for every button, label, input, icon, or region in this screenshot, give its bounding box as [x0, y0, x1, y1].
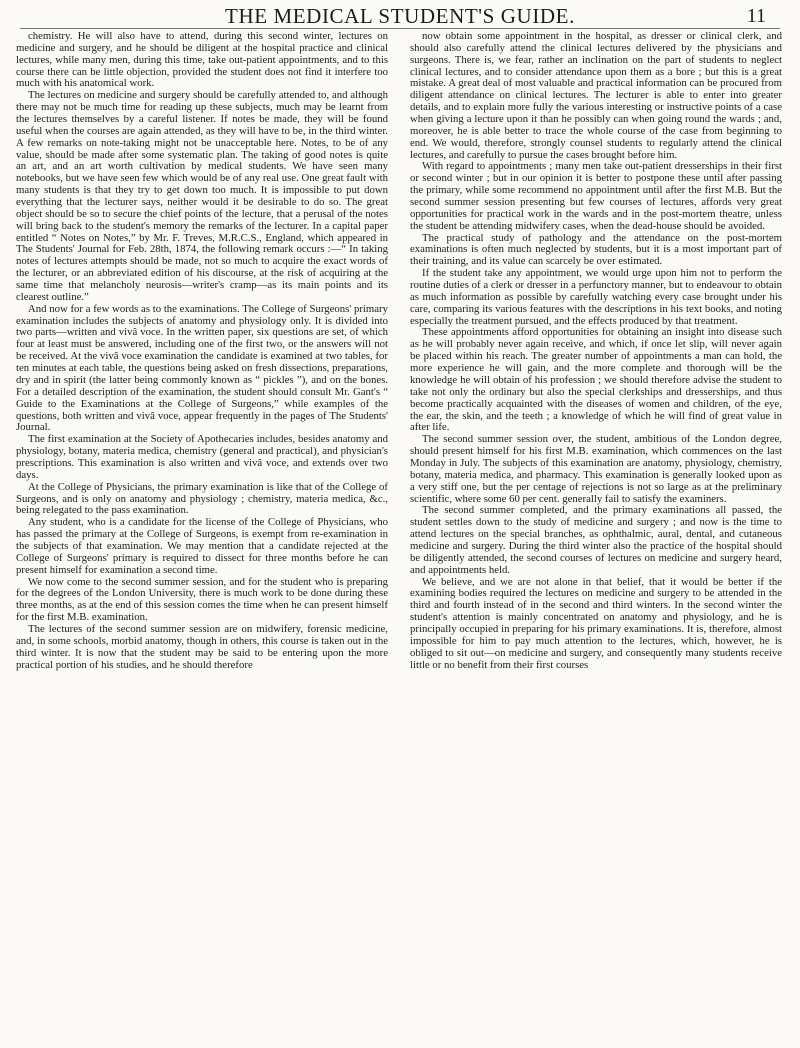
left-column	[16, 31, 388, 1041]
paragraph: With regard to appointments ; many men take out-patient dresserships in their first or second winter ; but in our opinion it is better to postpone these until after passing the primary, while some recommend no appointment until after the first M.B. But the second summer session presenting but few courses of lectures, affords very great opportunities for practical work in the wards and in the post-mortem theatre, unless the student be attending midwifery cases, when the dead-house should be avoided.	[410, 160, 782, 232]
paragraph: These appointments afford opportunities for obtaining an insight into disease such as he will probably never again receive, and which, if once let slip, will never again be placed within his reach. The greater number of appointments a man can hold, the more experience he will gain, and the more complete and thorough will be the knowledge he will obtain of his profession ; we should therefore advise the student to take not only the ordinary but also the special clerkships and dresserships, and thus become practically acquainted with the diseases of women and children, of the eye, the ear, the skin, and the teeth ; a knowledge of which he will find of great value in after life.	[410, 326, 782, 434]
paragraph: At the College of Physicians, the primary examination is like that of the College of Surgeons, and is only on anatomy and physiology ; chemistry, materia medica, &c., being relegated to the pass examination.	[16, 480, 388, 517]
paragraph: We believe, and we are not alone in that belief, that it would be better if the examining bodies required the lectures on medicine and surgery to be attended in the third and fourth instead of in the second and third winters. In the second winter the student's attention is mainly concentrated on anatomy and physiology, and he is principally occupied in preparing for his primary examinations. It is, therefore, almost impossible for him to pay much attention to the lectures, which, however, he is obliged to sit out—on medicine and surgery, and consequently many students receive little or no benefit from their first courses	[410, 575, 782, 671]
paragraph: The second summer completed, and the primary examinations all passed, the student settles down to the study of medicine and surgery ; and now is the time to attend lectures on the special branches, as ophthalmic, aural, dental, and cutaneous medicine and surgery. During the third winter also the practice of the hospital should be diligently attended, the second courses of lectures on medicine and surgery heard, and appointments held.	[410, 504, 782, 576]
page-number: 11	[746, 5, 766, 27]
running-title: THE MEDICAL STUDENT'S GUIDE.	[225, 4, 575, 28]
paragraph: chemistry. He will also have to attend, during this second winter, lectures on medicine and surgery, and he should be diligent at the hospital practice and clinical lectures, while many men, during this time, take out-patient appointments, and to this course there can be little objection, provided the student does not find it interfere too much with his anatomical work.	[16, 31, 388, 90]
header-rule	[20, 28, 780, 29]
paragraph: Any student, who is a candidate for the license of the College of Physicians, who has passed the primary at the College of Surgeons, is exempt from re-examination in the subjects of that examination. We may mention that a candidate rejected at the College of Surgeons' primary is required to dissect for three months before he can present himself for examination a second time.	[16, 516, 388, 576]
paragraph: The lectures on medicine and surgery should be carefully attended to, and although there may not be much time for reading up these subjects, much may be learnt from the lectures themselves by a careful listener. If notes be made, they will be found useful when the courses are again attended, as they will have to be, in the third winter. A few remarks on note-taking might not be unacceptable here. Notes, to be of any value, should be made after some systematic plan. The taking of good notes is quite an art, and an art worth cultivation by medical students. We have seen many notebooks, but we have seen few which would be of any real use. One great fault with many students is that they try to get down too much. It is impossible to put down everything that the lecturer says, neither would it be desirable to do so. The great object should be so to secure the chief points of the lecture, that a perusal of the notes will bring back to the student's memory the remarks of the lecturer. In a capital paper entitled “ Notes on Notes,” by Mr. F. Treves, M.R.C.S., England, which appeared in The Students' Journal for Feb. 28th, 1874, the following remark occurs :—“ In taking notes of lectures attempts should be made, not so much to acquire the exact words of the lecturer, or an abbreviated edition of his discourse, at the risk of acquiring at the same time that melancholy neurosis—writer's cramp—as its main points and its clearest outline.”	[16, 89, 388, 303]
paragraph: If the student take any appointment, we would urge upon him not to perform the routine duties of a clerk or dresser in a perfunctory manner, but to endeavour to obtain as much information as possible by carefully watching every case brought under his care, comparing its various features with the descriptions in his text books, and noting especially the treatment pursued, and the effects produced by that treatment.	[410, 267, 782, 327]
paragraph: The practical study of pathology and the attendance on the post-mortem examinations is often much neglected by students, but it is a most important part of their training, and its value can scarcely be over estimated.	[410, 231, 782, 268]
paragraph: The first examination at the Society of Apothecaries includes, besides anatomy and physiology, botany, materia medica, chemistry (general and practical), and physician's prescriptions. This examination is also written and vivâ voce, and extends over two days.	[16, 433, 388, 481]
paragraph: The lectures of the second summer session are on midwifery, forensic medicine, and, in some schools, morbid anatomy, though in others, this course is taken out in the third winter. It is now that the student may be said to be entering upon the more practical portion of his studies, and he should therefore	[16, 622, 388, 671]
right-column	[410, 31, 782, 1041]
paragraph: We now come to the second summer session, and for the student who is preparing for the degrees of the London University, there is much work to be done during these three months, as at the end of this session comes the time when he can present himself for the first M.B. examination.	[16, 575, 388, 624]
paragraph: now obtain some appointment in the hospital, as dresser or clinical clerk, and should also carefully attend the clinical lectures delivered by the physicians and surgeons. There is, we fear, rather an inclination on the part of students to neglect clinical lectures, and to consider attendance upon them as a bore ; but this is a great mistake. A great deal of most valuable and practical information can be procured from diligent attendance on clinical lectures. The lecturer is able to enter into greater details, and to explain more fully the various interesting or instructive points of a case when giving a lecture upon it than he possibly can when going round the wards ; and, moreover, he is able better to trace the whole course of the case from beginning to end. We would, therefore, strongly counsel students to regularly attend the clinical lectures, and carefully to pursue the cases brought before him.	[410, 31, 782, 161]
running-header	[20, 4, 780, 30]
paragraph: The second summer session over, the student, ambitious of the London degree, should present himself for his first M.B. examination, which commences on the last Monday in July. The subjects of this examination are anatomy, physiology, chemistry, botany, materia medica, and pharmacy. This examination is generally looked upon as a very stiff one, but the per centage of rejections is not so large as at the preliminary scientific, where some 60 per cent. generally fail to satisfy the examiners.	[410, 433, 782, 505]
paragraph: And now for a few words as to the examinations. The College of Surgeons' primary examination includes the subjects of anatomy and physiology only. It is divided into two parts—written and vivâ voce. In the written paper, six questions are set, of which four at least must be answered, including one of the first two, or the answers will not be received. At the vivâ voce examination the candidate is examined at two tables, for ten minutes at each table, the questions being asked on fresh dissections, preparations, dry and in spirit (the latter being commonly known as “ pickles ”), and on the bones. For a detailed description of the examination, the student should consult Mr. Gant's “ Guide to the Examinations at the College of Surgeons,” while examples of the questions, both written and vivâ voce, appear frequently in the pages of The Students' Journal.	[16, 302, 388, 434]
